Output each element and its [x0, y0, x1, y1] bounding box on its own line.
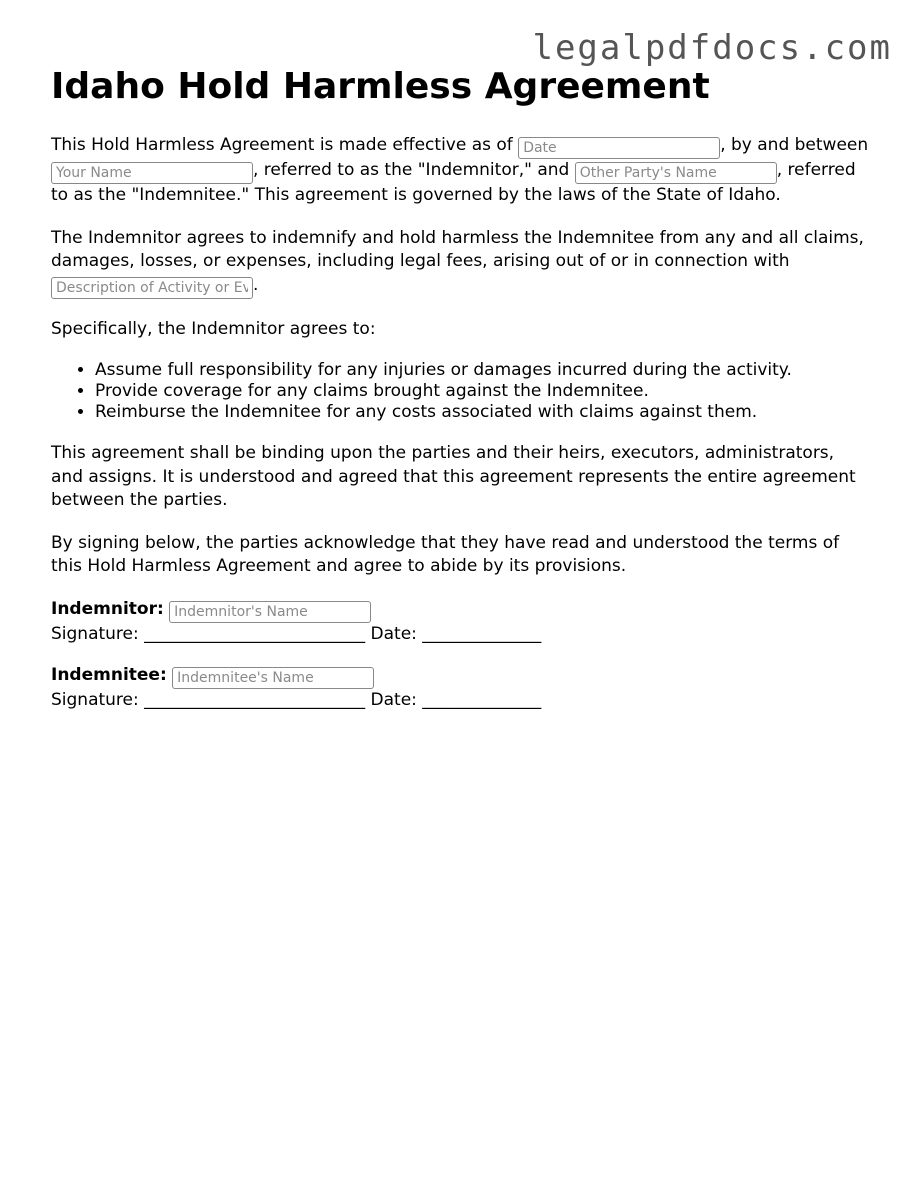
document-page: [51, 66, 871, 731]
indemnitor-signer-name-input[interactable]: [169, 601, 371, 623]
intro-text-2: , by and between: [720, 135, 869, 155]
intro-text-4: , referred to as the "Indemnitee." This agreement is governed by the laws of the State of Idaho.: [51, 160, 856, 205]
intro-text-1: This Hold Harmless Agreement is made effective as of: [51, 135, 519, 155]
indemnify-text-1: The Indemnitor agrees to indemnify and hold harmless the Indemnitee from any and all claims, damages, losses, or expenses, including legal fees, arising out of or in connection with: [51, 227, 864, 271]
intro-paragraph: [51, 134, 871, 208]
watermark: legalpdfdocs.com: [532, 28, 892, 68]
indemnify-text-2: .: [253, 274, 259, 295]
indemnify-paragraph: [51, 227, 871, 299]
document-title: Idaho Hold Harmless Agreement: [51, 66, 710, 107]
list-item: • Reimburse the Indemnitee for any costs associated with claims against them.: [95, 402, 871, 423]
acknowledge-paragraph: By signing below, the parties acknowledge that they have read and understood the terms of this Hold Harmless Agreement and agree to abide by its provisions.: [51, 532, 840, 576]
obligations-list: [51, 360, 871, 423]
indemnitee-signature-line: Signature: __________________________ Date: ______________: [51, 690, 542, 710]
binding-paragraph: This agreement shall be binding upon the parties and their heirs, executors, administrators, and assigns. It is understood and agreed that this agreement represents the entire agreement between the parties.: [51, 443, 856, 510]
activity-description-input[interactable]: [51, 277, 253, 299]
indemnitee-signer-name-input[interactable]: [172, 667, 374, 689]
list-item: • Provide coverage for any claims brought against the Indemnitee.: [95, 381, 871, 402]
intro-text-3: , referred to as the "Indemnitor," and: [253, 160, 575, 180]
list-item: • Assume full responsibility for any injuries or damages incurred during the activity.: [95, 360, 871, 381]
indemnitor-name-input[interactable]: [51, 162, 253, 184]
indemnitor-label: Indemnitor:: [51, 598, 164, 619]
specifically-paragraph: Specifically, the Indemnitor agrees to:: [51, 318, 376, 339]
indemnitor-signature-line: Signature: __________________________ Date: ______________: [51, 623, 542, 644]
indemnitee-signature-block: [51, 664, 871, 713]
indemnitee-label: Indemnitee:: [51, 665, 167, 685]
indemnitor-signature-block: [51, 598, 871, 647]
effective-date-input[interactable]: [518, 137, 720, 159]
indemnitee-name-input[interactable]: [575, 162, 777, 184]
